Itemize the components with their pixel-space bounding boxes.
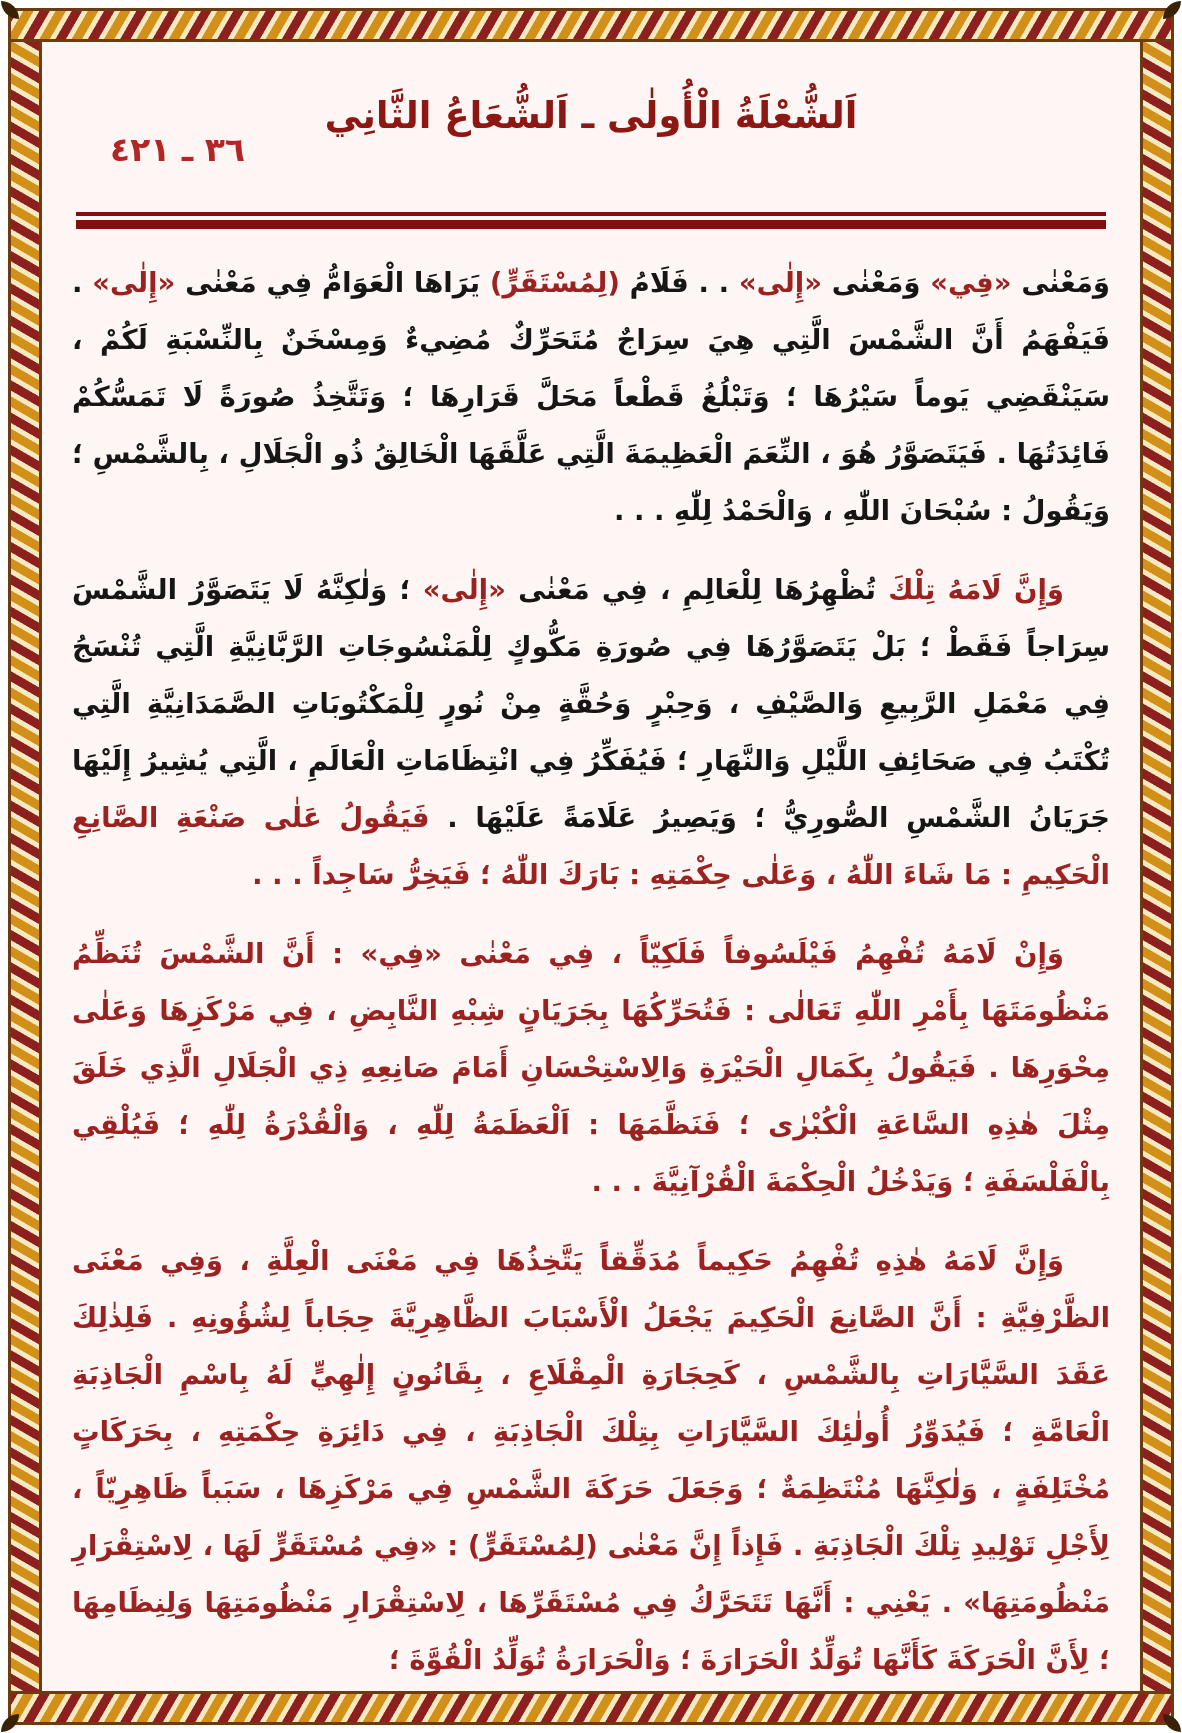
- text-segment: «إِلٰى»: [92, 267, 176, 299]
- text-segment: . فَيَفْهَمُ أَنَّ الشَّمْسَ الَّتِي هِيَ سِرَاجٌ مُتَحَرِّكٌ مُضِيءٌ وَمِسْخَنٌ بِالنِّسْبَةِ لَكُمْ ، سَيَنْقَضِي يَوماً سَيْرُهَا ؛ وَتَبْلُغُ قَطْعاً مَحَلَّ قَرَارِهَا ؛ وَتَتَّخِذُ صُورَةً لَا تَمَسُّكُمْ فَائِدَتُهَا . فَيَتَصَوَّرُ هُوَ ، النِّعَمَ الْعَظِيمَةَ الَّتِي عَلَّقَهَا الْخَالِقُ ذُو الْجَلَالِ ، بِالشَّمْسِ ؛ وَيَقُولُ : سُبْحَانَ اللّٰهِ ، وَالْحَمْدُ لِلّٰهِ . . .: [72, 267, 1110, 527]
- page-content: [42, 42, 1140, 1691]
- ornamental-border-right: [1140, 8, 1174, 1725]
- corner-finial-top-left: [1, 1, 19, 19]
- page-header: [72, 94, 1110, 198]
- paragraph: [72, 926, 1110, 1211]
- text-segment: . . فَلَامُ: [619, 267, 739, 299]
- paragraph: [72, 562, 1110, 904]
- header-divider: [76, 212, 1106, 229]
- text-segment: «إِلٰى»: [422, 574, 506, 606]
- text-segment: يَرَاهَا الْعَوَامُّ فِي مَعْنٰى: [175, 267, 490, 299]
- corner-finial-top-right: [1163, 1, 1181, 19]
- text-segment: تُظْهِرُهَا لِلْعَالِمِ ، فِي مَعْنٰى: [505, 574, 889, 606]
- ornamental-border-left: [8, 8, 42, 1725]
- text-segment: وَإِنَّ لَامَهُ تِلْكَ: [888, 574, 1064, 606]
- text-segment: فَيَقُولُ عَلٰى صَنْعَةِ الصَّانِعِ الْحَكِيمِ : مَا شَاءَ اللّٰهُ ، وَعَلٰى حِكْمَتِهِ : بَارَكَ اللّٰهُ ؛ فَيَخِرُّ سَاجِداً . . .: [72, 802, 1110, 891]
- text-segment: «إِلٰى»: [738, 267, 822, 299]
- text-segment: «فِي»: [930, 267, 1012, 299]
- text-segment: وَإِنَّ لَامَهُ هٰذِهِ تُفْهِمُ حَكِيماً مُدَقِّقاً يَتَّخِذُهَا فِي مَعْنَى الْعِلَّةِ ، وَفِي مَعْنَى الظَّرْفِيَّةِ : أَنَّ الصَّانِعَ الْحَكِيمَ يَجْعَلُ الْأَسْبَابَ الظَّاهِرِيَّةَ حِجَاباً لِشُؤُونِهِ . فَلِذٰلِكَ عَقَدَ السَّيَّارَاتِ بِالشَّمْسِ ، كَحِجَارَةِ الْمِقْلَاعِ ، بِقَانُونٍ إِلٰهِيٍّ لَهُ بِاسْمِ الْجَاذِبَةِ الْعَامَّةِ ؛ فَيُدَوِّرُ أُولٰئِكَ السَّيَّارَاتِ بِتِلْكَ الْجَاذِبَةِ ، فِي دَائِرَةِ حِكْمَتِهِ ، بِحَرَكَاتٍ مُخْتَلِفَةٍ ، وَلٰكِنَّهَا مُنْتَظِمَةٌ ؛ وَجَعَلَ حَرَكَةَ الشَّمْسِ فِي مَرْكَزِهَا ، سَبَباً ظَاهِرِيّاً ، لِأَجْلِ تَوْلِيدِ تِلْكَ الْجَاذِبَةِ . فَإِذاً إِنَّ مَعْنٰى (لِمُسْتَقَرٍّ) : «فِي مُسْتَقَرٍّ لَهَا ، لِاسْتِقْرَارِ مَنْظُومَتِهَا» . يَعْنِي : أَنَّهَا تَتَحَرَّكُ فِي مُسْتَقَرِّهَا ، لِاسْتِقْرَارِ مَنْظُومَتِهَا وَلِنِظَامِهَا ؛ لِأَنَّ الْحَرَكَةَ كَأَنَّهَا تُوَلِّدُ الْحَرَارَةَ ؛ وَالْحَرَارَةُ تُوَلِّدُ الْقُوَّةَ ؛: [72, 1245, 1110, 1676]
- page-title: اَلشُّعْلَةُ الْأُولٰى ـ اَلشُّعَاعُ الثَّانِي: [324, 94, 858, 137]
- text-segment: وَمَعْنٰى: [821, 267, 931, 299]
- text-segment: وَمَعْنٰى: [1011, 267, 1111, 299]
- paragraph: [72, 255, 1110, 540]
- page-number: ٣٦ ـ ٤٢١: [110, 130, 245, 169]
- paragraph: [72, 1233, 1110, 1689]
- text-segment: وَإِنْ لَامَهُ تُفْهِمُ فَيْلَسُوفاً فَلَكِيّاً ، فِي مَعْنٰى «فِي» : أَنَّ الشَّمْسَ تُنَظِّمُ مَنْظُومَتَهَا بِأَمْرِ اللّٰهِ تَعَالٰى : فَتُحَرِّكُهَا بِجَرَيَانٍ شِبْهِ النَّابِضِ ، فِي مَرْكَزِهَا وَعَلٰى مِحْوَرِهَا . فَيَقُولُ بِكَمَالِ الْحَيْرَةِ وَالِاسْتِحْسَانِ أَمَامَ صَانِعِهِ ذِي الْجَلَالِ الَّذِي خَلَقَ مِثْلَ هٰذِهِ السَّاعَةِ الْكُبْرٰى ؛ فَنَظَّمَهَا : اَلْعَظَمَةُ لِلّٰهِ ، وَالْقُدْرَةُ لِلّٰهِ ؛ فَيُلْقِي بِالْفَلْسَفَةِ ؛ وَيَدْخُلُ الْحِكْمَةَ الْقُرْآنِيَّةَ . . .: [72, 938, 1110, 1198]
- ornamental-border-top: [8, 8, 1174, 42]
- text-segment: (لِمُسْتَقَرٍّ): [489, 267, 620, 299]
- corner-finial-bottom-left: [1, 1714, 19, 1732]
- corner-finial-bottom-right: [1163, 1714, 1181, 1732]
- body-paragraphs: [72, 255, 1110, 1689]
- divider-thick-line: [76, 220, 1106, 229]
- text-segment: ؛ وَلٰكِنَّهُ لَا يَتَصَوَّرُ الشَّمْسَ سِرَاجاً فَقَطْ ؛ بَلْ يَتَصَوَّرُهَا فِي صُورَةِ مَكُّوكٍ لِلْمَنْسُوجَاتِ الرَّبَّانِيَّةِ الَّتِي تُنْسَجُ فِي مَعْمَلِ الرَّبِيعِ وَالصَّيْفِ ، وَحِبْرٍ وَحُقَّةٍ مِنْ نُورٍ لِلْمَكْتُوبَاتِ الصَّمَدَانِيَّةِ الَّتِي تُكْتَبُ فِي صَحَائِفِ اللَّيْلِ وَالنَّهَارِ ؛ فَيُفَكِّرُ فِي انْتِظَامَاتِ الْعَالَمِ ، الَّتِي يُشِيرُ إِلَيْهَا جَرَيَانُ الشَّمْسِ الصُّورِيُّ ؛ وَيَصِيرُ عَلَامَةً عَلَيْهَا .: [72, 574, 1110, 834]
- ornamental-border-bottom: [8, 1691, 1174, 1725]
